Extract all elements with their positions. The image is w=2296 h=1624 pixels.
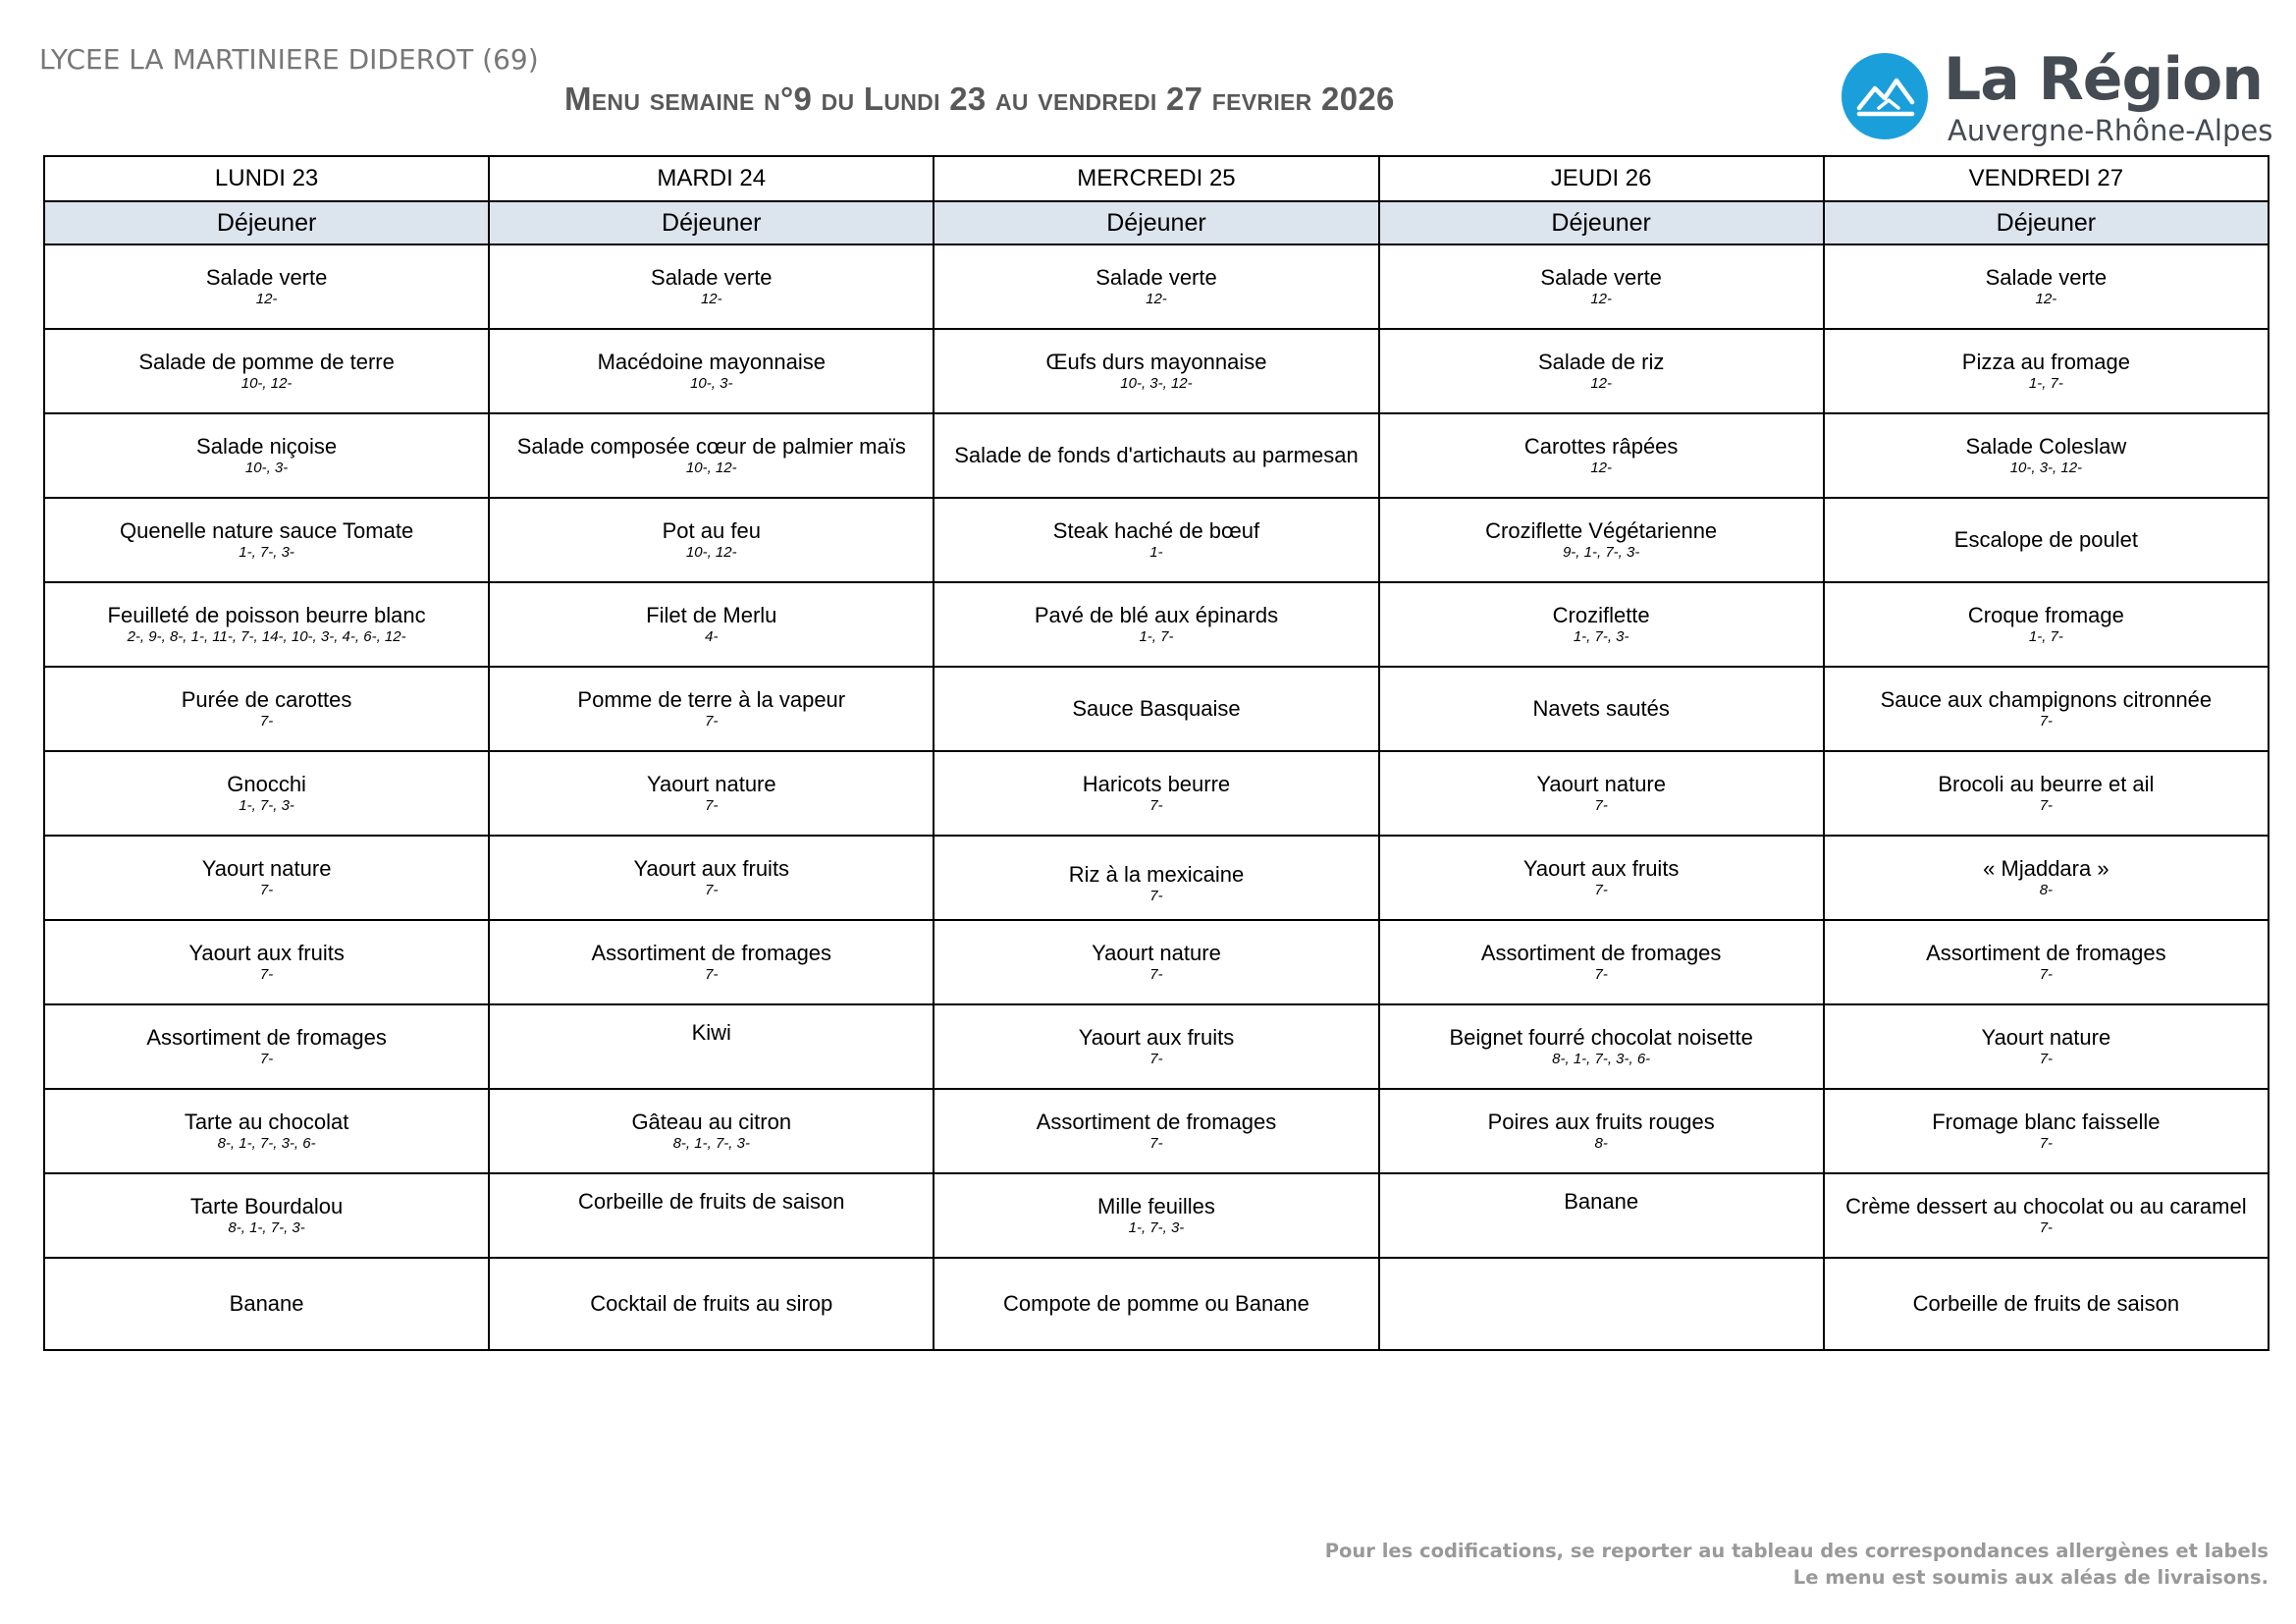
menu-cell xyxy=(1379,1089,1824,1173)
dish-name: Salade Coleslaw xyxy=(1965,434,2127,459)
allergen-codes: 7- xyxy=(705,882,719,898)
allergen-codes: 1-, 7- xyxy=(2028,628,2063,645)
menu-cell xyxy=(1824,582,2269,667)
dish-name: Pizza au fromage xyxy=(1961,350,2130,374)
allergen-codes: 7- xyxy=(1594,966,1608,983)
allergen-codes: 10-, 3-, 12- xyxy=(1120,375,1193,392)
allergen-codes: 4- xyxy=(705,628,719,645)
footer-delivery-note: Le menu est soumis aux aléas de livraisons. xyxy=(1792,1566,2269,1589)
menu-cell xyxy=(44,1258,489,1350)
dish-name: Salade verte xyxy=(1985,265,2108,290)
menu-cell xyxy=(489,836,934,920)
dish-name: Navets sautés xyxy=(1532,696,1670,721)
menu-cell xyxy=(934,1173,1378,1258)
dish-name: Salade de fonds d'artichauts au parmesan xyxy=(954,443,1359,467)
region-logo-title: La Région xyxy=(1944,45,2263,114)
allergen-codes: 10-, 12- xyxy=(685,460,737,476)
menu-cell xyxy=(489,751,934,836)
table-row xyxy=(44,1089,2269,1173)
dish-name: Yaourt aux fruits xyxy=(633,856,790,881)
allergen-codes: 7- xyxy=(1149,797,1163,814)
menu-cell xyxy=(1824,244,2269,329)
table-row xyxy=(44,413,2269,498)
meal-label: Déjeuner xyxy=(44,201,489,244)
allergen-codes: 7- xyxy=(705,713,719,730)
menu-cell xyxy=(934,413,1378,498)
dish-name: Corbeille de fruits de saison xyxy=(1912,1291,2180,1316)
table-row xyxy=(44,667,2269,751)
dish-name: Pomme de terre à la vapeur xyxy=(577,687,846,712)
dish-name: Yaourt nature xyxy=(646,772,776,796)
allergen-codes: 7- xyxy=(2039,797,2054,814)
menu-cell xyxy=(489,1173,934,1258)
allergen-codes: 7- xyxy=(2039,1219,2054,1236)
dish-name: Sauce aux champignons citronnée xyxy=(1880,687,2213,712)
dish-name: Feuilleté de poisson beurre blanc xyxy=(107,603,426,627)
menu-cell xyxy=(1379,1004,1824,1089)
menu-cell xyxy=(44,244,489,329)
menu-cell xyxy=(1379,1258,1824,1350)
table-row xyxy=(44,244,2269,329)
dish-name: Œufs durs mayonnaise xyxy=(1045,350,1267,374)
dish-name: Tarte au chocolat xyxy=(184,1110,349,1134)
dish-name: Escalope de poulet xyxy=(1953,527,2138,552)
menu-cell xyxy=(489,1089,934,1173)
dish-name: Assortiment de fromages xyxy=(591,941,832,965)
allergen-codes: 12- xyxy=(1146,291,1167,307)
menu-cell xyxy=(1379,667,1824,751)
menu-cell xyxy=(1824,751,2269,836)
menu-cell xyxy=(489,329,934,413)
dish-name: Cocktail de fruits au sirop xyxy=(590,1291,833,1316)
dish-name: Croque fromage xyxy=(1967,603,2124,627)
day-header-row xyxy=(44,156,2269,201)
menu-cell xyxy=(489,920,934,1004)
allergen-codes: 1-, 7- xyxy=(1139,628,1174,645)
menu-cell xyxy=(44,1004,489,1089)
allergen-codes: 8-, 1-, 7-, 3-, 6- xyxy=(217,1135,316,1152)
dish-name: Yaourt nature xyxy=(1536,772,1666,796)
meal-label: Déjeuner xyxy=(1824,201,2269,244)
allergen-codes: 1- xyxy=(1149,544,1163,561)
allergen-codes: 7- xyxy=(1149,1135,1163,1152)
allergen-codes: 7- xyxy=(2039,1051,2054,1067)
dish-name: Assortiment de fromages xyxy=(1480,941,1722,965)
dish-name: Yaourt aux fruits xyxy=(188,941,345,965)
menu-cell xyxy=(1824,836,2269,920)
allergen-codes: 12- xyxy=(700,291,722,307)
menu-cell xyxy=(1824,413,2269,498)
menu-cell xyxy=(1379,498,1824,582)
dish-name: Fromage blanc faisselle xyxy=(1932,1110,2161,1134)
meal-header-row xyxy=(44,201,2269,244)
table-row xyxy=(44,498,2269,582)
table-row xyxy=(44,1004,2269,1089)
menu-cell xyxy=(934,498,1378,582)
table-row xyxy=(44,1173,2269,1258)
menu-cell xyxy=(44,920,489,1004)
allergen-codes: 1-, 7-, 3- xyxy=(1128,1219,1185,1236)
allergen-codes: 10-, 3-, 12- xyxy=(2009,460,2083,476)
region-logo-subtitle: Auvergne-Rhône-Alpes xyxy=(1948,114,2273,147)
menu-cell xyxy=(44,751,489,836)
allergen-codes: 7- xyxy=(259,966,274,983)
region-logo xyxy=(1842,45,2273,147)
menu-cell xyxy=(934,667,1378,751)
allergen-codes: 8- xyxy=(2039,882,2054,898)
dish-name: Assortiment de fromages xyxy=(1036,1110,1277,1134)
allergen-codes: 12- xyxy=(255,291,278,307)
menu-cell xyxy=(1824,498,2269,582)
dish-name: Steak haché de bœuf xyxy=(1052,518,1260,543)
menu-cell xyxy=(1379,413,1824,498)
menu-cell xyxy=(934,1089,1378,1173)
menu-cell xyxy=(1824,920,2269,1004)
menu-cell xyxy=(1379,836,1824,920)
menu-cell xyxy=(1824,667,2269,751)
menu-cell xyxy=(934,920,1378,1004)
menu-table xyxy=(43,155,2269,1351)
dish-name: Pavé de blé aux épinards xyxy=(1034,603,1279,627)
allergen-codes: 8-, 1-, 7-, 3- xyxy=(228,1219,305,1236)
day-header-wednesday: MERCREDI 25 xyxy=(934,156,1378,201)
allergen-codes: 7- xyxy=(1149,888,1163,904)
menu-cell xyxy=(1379,1173,1824,1258)
allergen-codes: 12- xyxy=(2035,291,2057,307)
menu-cell xyxy=(44,1173,489,1258)
allergen-codes: 7- xyxy=(705,797,719,814)
allergen-codes: 8- xyxy=(1594,1135,1608,1152)
menu-title: Menu semaine n°9 du Lundi 23 au vendredi 27 fevrier 2026 xyxy=(564,81,1395,117)
dish-name: Pot au feu xyxy=(662,518,761,543)
allergen-codes: 7- xyxy=(2039,1135,2054,1152)
menu-cell xyxy=(489,244,934,329)
region-logo-icon xyxy=(1842,53,1928,139)
dish-name: Assortiment de fromages xyxy=(146,1025,387,1050)
dish-name: Gâteau au citron xyxy=(631,1110,792,1134)
menu-cell xyxy=(44,582,489,667)
dish-name: Kiwi xyxy=(691,1020,731,1045)
menu-cell xyxy=(44,667,489,751)
allergen-codes: 7- xyxy=(2039,966,2054,983)
dish-name: Purée de carottes xyxy=(181,687,352,712)
menu-cell xyxy=(934,244,1378,329)
allergen-codes: 1-, 7-, 3- xyxy=(239,797,294,814)
allergen-codes: 7- xyxy=(259,882,274,898)
allergen-codes: 8-, 1-, 7-, 3-, 6- xyxy=(1552,1051,1651,1067)
dish-name: Salade de pomme de terre xyxy=(138,350,395,374)
meal-label: Déjeuner xyxy=(934,201,1378,244)
dish-name: Filet de Merlu xyxy=(646,603,777,627)
dish-name: Banane xyxy=(229,1291,304,1316)
menu-cell xyxy=(934,1004,1378,1089)
dish-name: Tarte Bourdalou xyxy=(189,1194,344,1218)
dish-name: Salade verte xyxy=(1540,265,1662,290)
menu-cell xyxy=(489,1004,934,1089)
allergen-codes: 12- xyxy=(1590,375,1612,392)
footer-allergen-note: Pour les codifications, se reporter au tableau des correspondances allergènes et labels xyxy=(1324,1540,2269,1562)
menu-cell xyxy=(934,751,1378,836)
table-row xyxy=(44,329,2269,413)
dish-name: Crème dessert au chocolat ou au caramel xyxy=(1845,1194,2247,1218)
dish-name: Salade niçoise xyxy=(196,434,338,459)
menu-cell xyxy=(1824,1089,2269,1173)
allergen-codes: 10-, 3- xyxy=(244,460,289,476)
dish-rows xyxy=(44,244,2269,1350)
dish-name: Compote de pomme ou Banane xyxy=(1003,1291,1309,1316)
dish-name: Riz à la mexicaine xyxy=(1068,862,1245,887)
menu-cell xyxy=(489,413,934,498)
dish-name: Salade verte xyxy=(1095,265,1217,290)
dish-name: Beignet fourré chocolat noisette xyxy=(1449,1025,1753,1050)
allergen-codes: 2-, 9-, 8-, 1-, 11-, 7-, 14-, 10-, 3-, 4-, 6-, 12- xyxy=(127,628,406,645)
dish-name: Yaourt aux fruits xyxy=(1078,1025,1235,1050)
day-header-thursday: JEUDI 26 xyxy=(1379,156,1824,201)
dish-name: Salade verte xyxy=(205,265,328,290)
allergen-codes: 10-, 12- xyxy=(240,375,293,392)
menu-cell xyxy=(44,329,489,413)
dish-name: Assortiment de fromages xyxy=(1926,941,2166,965)
allergen-codes: 7- xyxy=(259,1051,274,1067)
allergen-codes: 1-, 7-, 3- xyxy=(1573,628,1629,645)
table-row xyxy=(44,920,2269,1004)
allergen-codes: 7- xyxy=(1149,966,1163,983)
day-header-friday: VENDREDI 27 xyxy=(1824,156,2269,201)
dish-name: Corbeille de fruits de saison xyxy=(578,1189,845,1214)
dish-name: Salade verte xyxy=(651,265,773,290)
menu-cell xyxy=(44,413,489,498)
dish-name: Mille feuilles xyxy=(1097,1194,1215,1218)
table-row xyxy=(44,751,2269,836)
allergen-codes: 7- xyxy=(259,713,274,730)
allergen-codes: 7- xyxy=(705,966,719,983)
footer-note xyxy=(1325,1538,2269,1591)
menu-cell xyxy=(1824,1004,2269,1089)
dish-name: Yaourt aux fruits xyxy=(1522,856,1680,881)
allergen-codes: 7- xyxy=(1594,797,1608,814)
menu-cell xyxy=(1824,1258,2269,1350)
dish-name: Salade de riz xyxy=(1537,350,1665,374)
table-row xyxy=(44,582,2269,667)
dish-name: Brocoli au beurre et ail xyxy=(1938,772,2155,796)
menu-cell xyxy=(1379,751,1824,836)
menu-cell xyxy=(1824,329,2269,413)
menu-cell xyxy=(934,582,1378,667)
menu-cell xyxy=(489,582,934,667)
dish-name: Croziflette xyxy=(1552,603,1650,627)
allergen-codes: 10-, 3- xyxy=(690,375,733,392)
menu-cell xyxy=(1379,329,1824,413)
table-row xyxy=(44,1258,2269,1350)
allergen-codes: 1-, 7- xyxy=(2028,375,2063,392)
dish-name: « Mjaddara » xyxy=(1983,856,2109,881)
dish-name: Macédoine mayonnaise xyxy=(597,350,826,374)
menu-cell xyxy=(489,1258,934,1350)
menu-cell xyxy=(44,1089,489,1173)
table-row xyxy=(44,836,2269,920)
menu-cell xyxy=(1379,244,1824,329)
day-header-tuesday: MARDI 24 xyxy=(489,156,934,201)
allergen-codes: 9-, 1-, 7-, 3- xyxy=(1562,544,1640,561)
dish-name: Haricots beurre xyxy=(1082,772,1231,796)
dish-name: Yaourt nature xyxy=(1092,941,1221,965)
allergen-codes: 10-, 12- xyxy=(685,544,737,561)
school-name: LYCEE LA MARTINIERE DIDEROT (69) xyxy=(39,43,539,76)
menu-cell xyxy=(489,498,934,582)
menu-cell xyxy=(1824,1173,2269,1258)
dish-name: Poires aux fruits rouges xyxy=(1487,1110,1715,1134)
dish-name: Salade composée cœur de palmier maïs xyxy=(516,434,906,459)
allergen-codes: 12- xyxy=(1590,460,1612,476)
dish-name: Gnocchi xyxy=(227,772,306,796)
meal-label: Déjeuner xyxy=(1379,201,1824,244)
menu-cell xyxy=(934,1258,1378,1350)
menu-cell xyxy=(44,836,489,920)
dish-name: Croziflette Végétarienne xyxy=(1485,518,1718,543)
day-header-monday: LUNDI 23 xyxy=(44,156,489,201)
menu-cell xyxy=(934,836,1378,920)
allergen-codes: 12- xyxy=(1590,291,1612,307)
dish-name: Sauce Basquaise xyxy=(1072,696,1241,721)
dish-name: Carottes râpées xyxy=(1523,434,1679,459)
dish-name: Quenelle nature sauce Tomate xyxy=(119,518,414,543)
dish-name: Yaourt nature xyxy=(1981,1025,2111,1050)
dish-name: Yaourt nature xyxy=(201,856,332,881)
menu-cell xyxy=(489,667,934,751)
menu-cell xyxy=(1379,920,1824,1004)
allergen-codes: 8-, 1-, 7-, 3- xyxy=(672,1135,750,1152)
allergen-codes: 7- xyxy=(1149,1051,1163,1067)
allergen-codes: 1-, 7-, 3- xyxy=(239,544,294,561)
dish-name: Banane xyxy=(1564,1189,1639,1214)
menu-cell xyxy=(44,498,489,582)
allergen-codes: 7- xyxy=(1594,882,1608,898)
menu-cell xyxy=(1379,582,1824,667)
allergen-codes: 7- xyxy=(2039,713,2054,730)
meal-label: Déjeuner xyxy=(489,201,934,244)
menu-cell xyxy=(934,329,1378,413)
